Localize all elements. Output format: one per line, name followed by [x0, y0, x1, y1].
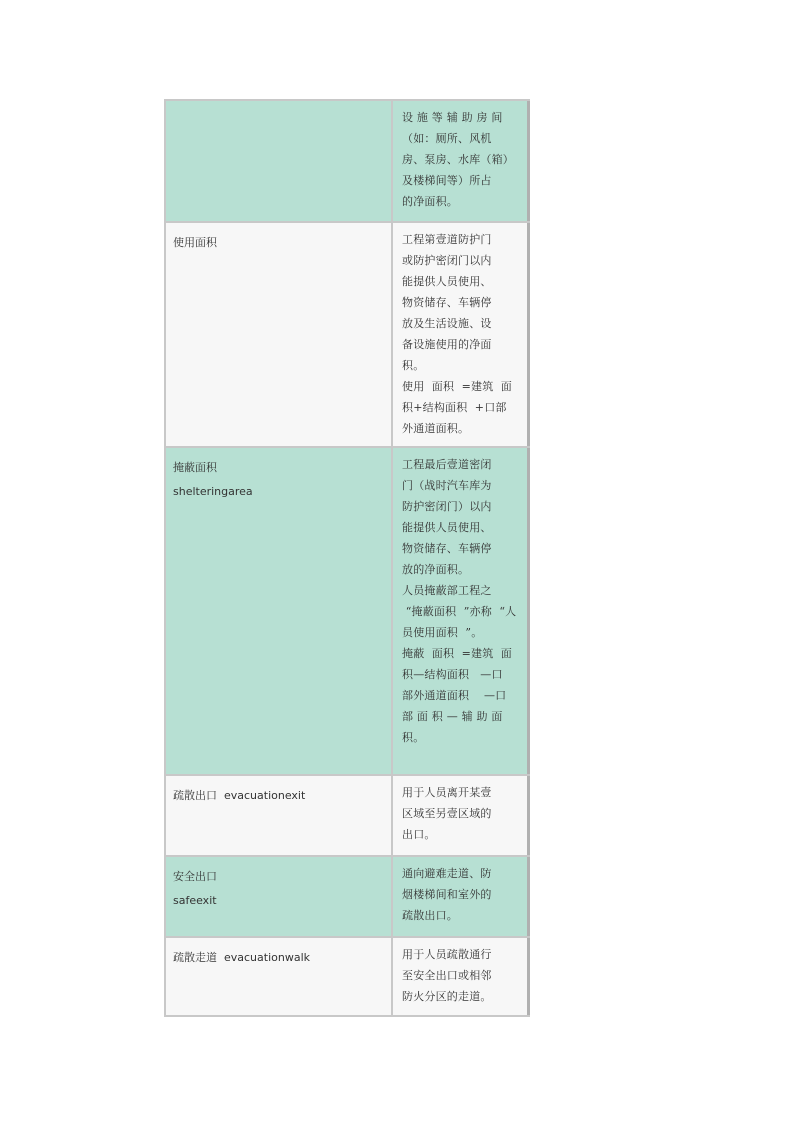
term-cell: [166, 857, 393, 936]
term-text: 掩蔽面积 shelteringarea: [173, 461, 253, 498]
definition-line: 门（战时汽车库为: [402, 479, 492, 492]
term-text: 使用面积: [173, 236, 217, 249]
definition-cell: [393, 776, 530, 855]
definition-line: （如：厕所、风机: [402, 132, 492, 145]
table-row: [166, 776, 530, 857]
table-row: [166, 101, 530, 223]
definition-line: 用于人员疏散通行: [402, 948, 492, 961]
definition-line: 的净面积。: [402, 195, 458, 208]
definition-line: 人员掩蔽部工程之: [402, 584, 492, 597]
definition-line: 工程第壹道防护门: [402, 233, 492, 246]
table-row: [166, 223, 530, 448]
table-row: [166, 857, 530, 938]
definition-line: 用于人员离开某壹: [402, 786, 492, 799]
definition-line: 使用 面积 =建筑 面: [402, 380, 512, 393]
definition-line: 放及生活设施、设: [402, 317, 492, 330]
definition-line: 能提供人员使用、: [402, 521, 492, 534]
definition-line: 工程最后壹道密闭: [402, 458, 492, 471]
definition-line: 或防护密闭门以内: [402, 254, 492, 267]
definition-cell: [393, 938, 530, 1015]
definition-line: 防护密闭门）以内: [402, 500, 492, 513]
definition-line: 部外通道面积 —口: [402, 689, 507, 702]
term-cell: [166, 938, 393, 1015]
definition-line: 积+结构面积 +口部: [402, 401, 507, 414]
terms-table: [164, 99, 530, 1017]
definition-line: 烟楼梯间和室外的: [402, 888, 492, 901]
definition-line: 疏散出口。: [402, 909, 458, 922]
definition-line: 员使用面积 ”。: [402, 626, 483, 639]
definition-line: 物资储存、车辆停: [402, 296, 492, 309]
definition-line: 积。: [402, 731, 425, 744]
table-row: [166, 448, 530, 776]
term-cell: [166, 448, 393, 774]
definition-line: 积。: [402, 359, 425, 372]
definition-cell: [393, 223, 530, 446]
term-cell: [166, 776, 393, 855]
definition-line: 物资储存、车辆停: [402, 542, 492, 555]
term-cell: [166, 101, 393, 221]
term-text: 疏散走道 evacuationwalk: [173, 951, 311, 964]
definition-line: “掩蔽面积 ”亦称 “人: [402, 605, 517, 618]
term-text: 安全出口 safeexit: [173, 870, 217, 907]
definition-line: 放的净面积。: [402, 563, 470, 576]
definition-line: 房、泵房、水库（箱）: [402, 153, 514, 166]
definition-line: 设 施 等 辅 助 房 间: [402, 111, 503, 124]
definition-line: 通向避难走道、防: [402, 867, 492, 880]
definition-line: 掩蔽 面积 =建筑 面: [402, 647, 512, 660]
definition-line: 及楼梯间等）所占: [402, 174, 492, 187]
definition-line: 备设施使用的净面: [402, 338, 492, 351]
definition-line: 防火分区的走道。: [402, 990, 492, 1003]
definition-cell: [393, 448, 530, 774]
definition-line: 部 面 积 — 辅 助 面: [402, 710, 503, 723]
table-row: [166, 938, 530, 1017]
definition-line: 积—结构面积 —口: [402, 668, 503, 681]
definition-line: 至安全出口或相邻: [402, 969, 492, 982]
term-text: 疏散出口 evacuationexit: [173, 789, 306, 802]
definition-cell: [393, 101, 530, 221]
definition-line: 能提供人员使用、: [402, 275, 492, 288]
term-cell: [166, 223, 393, 446]
definition-line: 出口。: [402, 828, 436, 841]
definition-line: 外通道面积。: [402, 422, 470, 435]
definition-line: 区域至另壹区域的: [402, 807, 492, 820]
definition-cell: [393, 857, 530, 936]
